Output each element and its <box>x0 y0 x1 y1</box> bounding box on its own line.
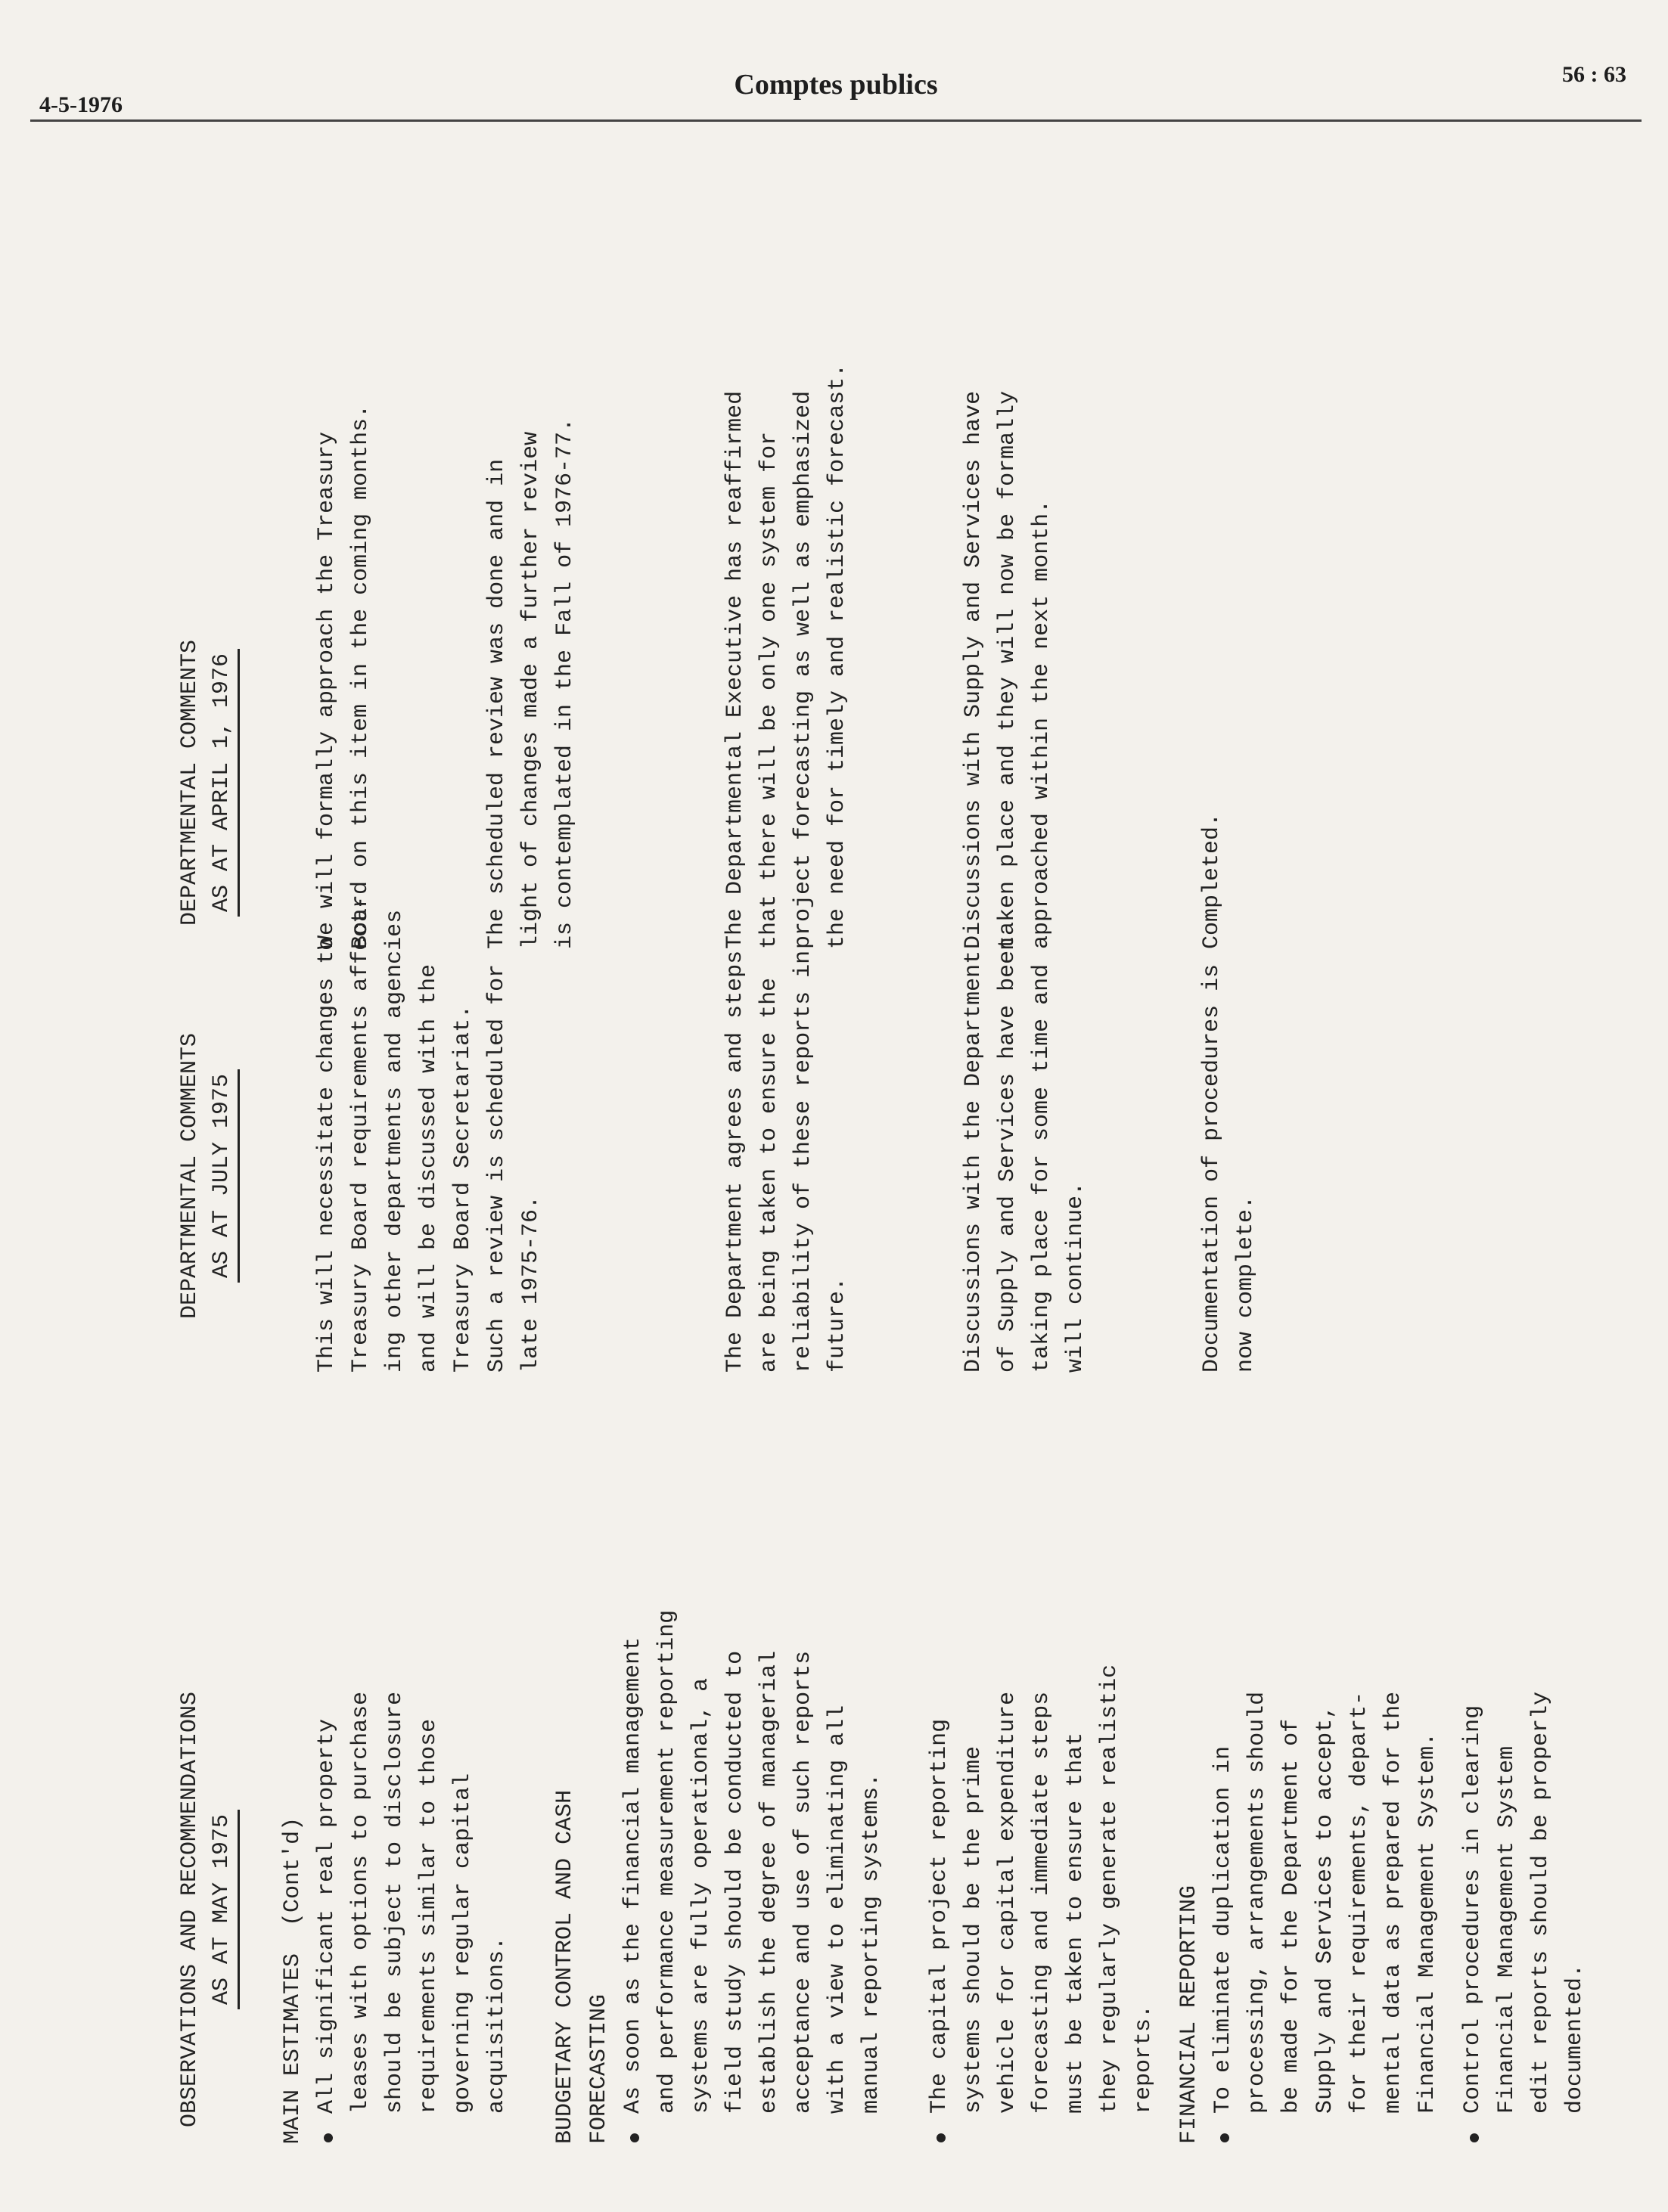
comments-1976-header-line1: DEPARTMENTAL COMMENTS <box>177 639 203 926</box>
comment-1976-item-1: We will formally approach the Treasury Board on this item in the coming months. <box>314 404 374 949</box>
header-title: Comptes publics <box>734 69 938 101</box>
obs-item-3: The capital project reporting systems should be the prime vehicle for capital expenditure forecasting and immediate steps must be taken to ensure that they regularly generate realistic reports. <box>927 1664 1157 2114</box>
obs-item-5: Control procedures in clearing Financial Management System edit reports should be properly documented. <box>1460 1691 1588 2114</box>
bullet <box>1220 2133 1229 2142</box>
bullet <box>1470 2133 1479 2142</box>
observations-header-line2: AS AT MAY 1975 <box>206 1810 240 2009</box>
comment-1976-item-3: The Departmental Executive has reaffirmed that there will be only one system for project forecasting as well as emphasized the need for timely and realistic forecast. <box>722 363 850 949</box>
observations-header-line1: OBSERVATIONS AND RECOMMENDATIONS <box>177 1691 203 2128</box>
section-budgetary-control: BUDGETARY CONTROL AND CASH FORECASTING <box>552 1789 612 2144</box>
comments-1975-header-line2: AS AT JULY 1975 <box>206 1069 240 1283</box>
comment-1976-item-5: Completed. <box>1199 812 1225 949</box>
section-main-estimates: MAIN ESTIMATES (Cont'd) <box>280 1816 306 2144</box>
header-date: 4-5-1976 <box>39 92 123 117</box>
rotated-report-table <box>174 178 1588 2144</box>
comment-1976-item-2: The scheduled review was done and in light of changes made a further review is contemplated in the Fall of 1976-77. <box>484 417 578 949</box>
comments-1975-header-line1: DEPARTMENTAL COMMENTS <box>177 1032 203 1320</box>
bullet <box>630 2133 639 2142</box>
observations-header <box>174 1675 240 2144</box>
comments-1976-header-line2: AS AT APRIL 1, 1976 <box>206 649 240 917</box>
header-page-number: 56 : 63 <box>1562 62 1626 87</box>
obs-item-1: All significant real property leases with options to purchase should be subject to disclosure requirements similar to those governing regular capital acquisitions. <box>314 1691 510 2114</box>
obs-item-4: To eliminate duplication in processing, arrangements should be made for the Department of Supply and Services to accept, for their requirements, depart- mental data as prepared for the Financial Management System. <box>1210 1691 1440 2114</box>
comments-1975-header <box>174 994 240 1357</box>
comment-1975-item-1: This will necessitate changes to Treasury Board requirements affect- ing other departments and agencies and will be discussed with the Treasury Board Secretariat. <box>314 895 476 1373</box>
bullet <box>937 2133 946 2142</box>
comments-1976-header <box>174 601 240 964</box>
comment-1975-item-5: Documentation of procedures is now complete. <box>1199 963 1259 1373</box>
obs-item-2: As soon as the financial management and performance measurement reporting systems are fully operational, a field study should be conducted to establish the degree of managerial acceptance and use of such reports with a view to eliminating all manual reporting systems. <box>620 1609 884 2114</box>
page-header <box>30 45 1642 121</box>
bullet <box>324 2133 333 2142</box>
comment-1976-item-4: Discussions with Supply and Services have taken place and they will now be formally approached within the next month. <box>961 390 1055 949</box>
section-financial-reporting: FINANCIAL REPORTING <box>1176 1885 1202 2144</box>
comment-1975-item-2: Such a review is scheduled for late 1975-76. <box>484 963 544 1373</box>
comment-1975-item-3: The Department agrees and steps are being taken to ensure the reliability of these reports in future. <box>722 950 850 1373</box>
header-rule <box>30 119 1642 122</box>
comment-1975-item-4: Discussions with the Department of Supply and Services have been taking place for some time and will continue. <box>961 936 1089 1373</box>
